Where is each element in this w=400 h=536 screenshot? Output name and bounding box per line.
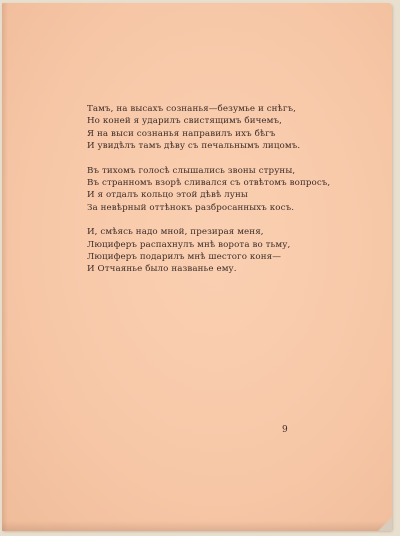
page-corner <box>378 517 392 531</box>
poem-line: Люциферъ распахнулъ мнѣ ворота во тьму, <box>87 239 291 250</box>
poem-line: И, смѣясь надо мной, презирая меня, <box>87 227 264 238</box>
poem-line: Я на выси сознанья направилъ ихъ бѣгъ <box>87 128 276 139</box>
page-left-edge-shadow <box>2 3 8 531</box>
stanza-3 <box>87 226 330 275</box>
poem-line: Тамъ, на высахъ сознанья—безумье и снѣгъ, <box>87 104 297 114</box>
stanza-2 <box>87 165 330 214</box>
page-number: 9 <box>282 425 288 435</box>
poem-line: И Отчаянье было названье ему. <box>87 264 237 275</box>
stanza-1 <box>87 103 330 152</box>
page-bottom-edge-shadow <box>2 521 392 531</box>
poem-line: Въ тихомъ голосѣ слышались звоны струны, <box>87 165 296 176</box>
poem-text <box>87 103 330 288</box>
poem-line: Люциферъ подарилъ мнѣ шестого коня— <box>87 251 282 262</box>
poem-line: И я отдалъ кольцо этой дѣвѣ луны <box>87 190 248 201</box>
poem-line: И увидѣлъ тамъ дѣву съ печальнымъ лицомъ. <box>87 140 301 151</box>
poem-line: Въ странномъ взорѣ сливался съ отвѣтомъ вопросъ, <box>87 177 331 188</box>
poem-line: Но коней я ударилъ свистящимъ бичемъ, <box>87 116 283 127</box>
poem-line: За невѣрный оттѣнокъ разбросанныхъ косъ. <box>87 202 295 213</box>
